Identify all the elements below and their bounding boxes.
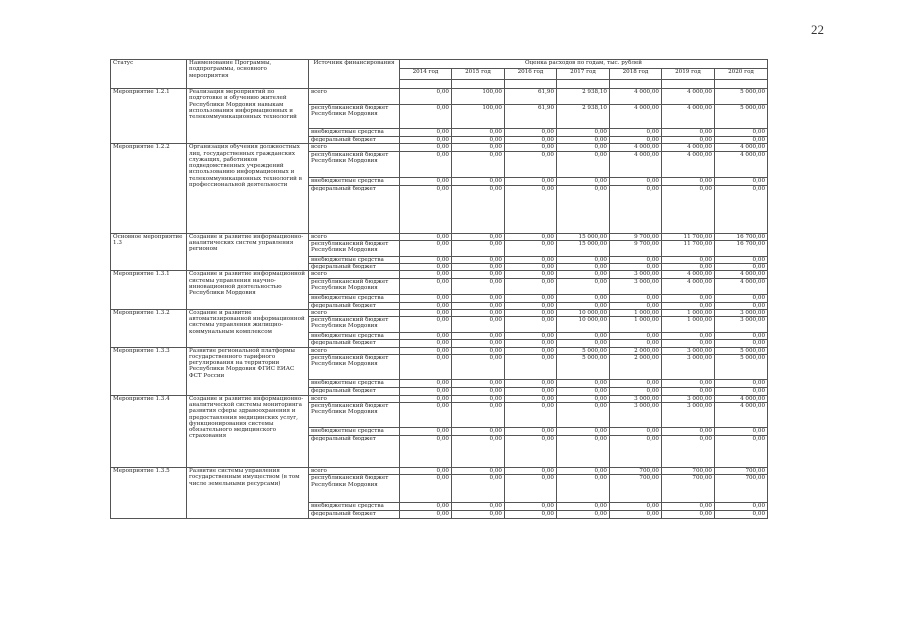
value-cell: 4 000,00 (662, 89, 715, 105)
row-source: республиканский бюджет Республики Мордовия (309, 354, 400, 379)
value-cell: 0,00 (557, 302, 610, 309)
value-cell: 0,00 (505, 294, 557, 302)
value-cell: 0,00 (505, 144, 557, 151)
value-cell: 0,00 (505, 428, 557, 436)
value-cell: 0,00 (715, 129, 768, 137)
value-cell: 0,00 (505, 387, 557, 395)
value-cell: 4 000,00 (662, 271, 715, 278)
value-cell: 0,00 (400, 468, 452, 475)
page-number: 22 (811, 22, 824, 37)
value-cell: 0,00 (715, 333, 768, 340)
value-cell: 0,00 (400, 395, 452, 402)
value-cell: 0,00 (557, 503, 610, 511)
row-source: федеральный бюджет (309, 264, 400, 271)
value-cell: 0,00 (610, 137, 662, 144)
value-cell: 3 000,00 (715, 309, 768, 316)
row-status: Мероприятие 1.2.2 (111, 144, 187, 233)
value-cell: 0,00 (505, 185, 557, 233)
value-cell: 5 000,00 (557, 354, 610, 379)
value-cell: 0,00 (452, 271, 505, 278)
value-cell: 0,00 (452, 403, 505, 428)
value-cell: 0,00 (557, 333, 610, 340)
value-cell: 0,00 (505, 278, 557, 294)
value-cell: 0,00 (400, 302, 452, 309)
value-cell: 0,00 (662, 340, 715, 347)
value-cell: 4 000,00 (662, 278, 715, 294)
row-source: всего (309, 309, 400, 316)
row-source: федеральный бюджет (309, 185, 400, 233)
value-cell: 0,00 (452, 302, 505, 309)
value-cell: 0,00 (400, 511, 452, 518)
value-cell: 0,00 (400, 240, 452, 256)
table-row (111, 233, 768, 240)
value-cell: 0,00 (557, 294, 610, 302)
value-cell: 3 000,00 (610, 395, 662, 402)
value-cell: 0,00 (400, 151, 452, 177)
row-source: республиканский бюджет Республики Мордовия (309, 278, 400, 294)
value-cell: 0,00 (715, 256, 768, 263)
value-cell: 4 000,00 (715, 151, 768, 177)
value-cell: 0,00 (452, 333, 505, 340)
value-cell: 0,00 (452, 256, 505, 263)
row-source: федеральный бюджет (309, 436, 400, 468)
row-source: федеральный бюджет (309, 137, 400, 144)
value-cell: 0,00 (505, 177, 557, 185)
value-cell: 700,00 (610, 468, 662, 475)
value-cell: 0,00 (452, 185, 505, 233)
header-estimate: Оценка расходов по годам, тыс. рублей (400, 60, 768, 69)
value-cell: 4 000,00 (610, 89, 662, 105)
row-name: Создание и развитие информационно-аналитических систем управления регионом (187, 233, 309, 271)
row-name: Развитие системы управления государственным имуществом (в том числе земельными ресурсами) (187, 468, 309, 519)
value-cell: 16 700,00 (715, 240, 768, 256)
value-cell: 0,00 (557, 511, 610, 518)
value-cell: 1 000,00 (662, 309, 715, 316)
value-cell: 4 000,00 (715, 278, 768, 294)
value-cell: 0,00 (505, 333, 557, 340)
value-cell: 0,00 (400, 403, 452, 428)
value-cell: 0,00 (610, 511, 662, 518)
row-source: республиканский бюджет Республики Мордовия (309, 475, 400, 503)
value-cell: 0,00 (400, 436, 452, 468)
value-cell: 700,00 (715, 475, 768, 503)
table-row (111, 144, 768, 151)
value-cell: 5 000,00 (715, 347, 768, 354)
value-cell: 700,00 (610, 475, 662, 503)
value-cell: 0,00 (400, 475, 452, 503)
value-cell: 0,00 (662, 387, 715, 395)
value-cell: 0,00 (452, 395, 505, 402)
row-name: Развитие региональной платформы государственного тарифного регулирования на территории Республики Мордовия ФГИС ЕИАС ФСТ России (187, 347, 309, 395)
value-cell: 4 000,00 (715, 271, 768, 278)
value-cell: 0,00 (505, 379, 557, 387)
value-cell: 0,00 (662, 137, 715, 144)
value-cell: 0,00 (662, 129, 715, 137)
value-cell: 3 000,00 (662, 403, 715, 428)
value-cell: 0,00 (452, 144, 505, 151)
value-cell: 0,00 (557, 387, 610, 395)
value-cell: 0,00 (662, 503, 715, 511)
value-cell: 0,00 (452, 294, 505, 302)
value-cell: 0,00 (400, 294, 452, 302)
row-status: Мероприятие 1.3.5 (111, 468, 187, 519)
value-cell: 0,00 (505, 468, 557, 475)
row-name: Создание и развитие информационно-аналитической системы мониторинга развития сферы здравоохранения и предоставления медицинских услуг, функционирования системы обязательного медицинского страхования (187, 395, 309, 467)
value-cell: 0,00 (452, 177, 505, 185)
value-cell: 0,00 (452, 240, 505, 256)
row-source: всего (309, 144, 400, 151)
value-cell: 9 700,00 (610, 240, 662, 256)
value-cell: 0,00 (557, 428, 610, 436)
value-cell: 0,00 (452, 347, 505, 354)
value-cell: 0,00 (557, 185, 610, 233)
value-cell: 0,00 (715, 340, 768, 347)
value-cell: 0,00 (400, 379, 452, 387)
value-cell: 0,00 (400, 233, 452, 240)
row-status: Основное мероприятие 1.3 (111, 233, 187, 271)
value-cell: 0,00 (452, 129, 505, 137)
value-cell: 61,90 (505, 105, 557, 129)
value-cell: 0,00 (400, 271, 452, 278)
value-cell: 5 000,00 (557, 347, 610, 354)
value-cell: 4 000,00 (715, 403, 768, 428)
header-source: Источник финансирования (309, 60, 400, 89)
value-cell: 0,00 (400, 129, 452, 137)
value-cell: 0,00 (400, 137, 452, 144)
value-cell: 0,00 (400, 347, 452, 354)
value-cell: 11 700,00 (662, 233, 715, 240)
value-cell: 16 700,00 (715, 233, 768, 240)
value-cell: 0,00 (452, 233, 505, 240)
value-cell: 3 000,00 (662, 354, 715, 379)
value-cell: 0,00 (610, 185, 662, 233)
value-cell: 700,00 (662, 475, 715, 503)
value-cell: 5 000,00 (715, 354, 768, 379)
value-cell: 1 000,00 (610, 317, 662, 333)
value-cell: 0,00 (452, 278, 505, 294)
value-cell: 1 000,00 (662, 317, 715, 333)
row-status: Мероприятие 1.2.1 (111, 89, 187, 144)
row-source: внебюджетные средства (309, 256, 400, 263)
value-cell: 0,00 (662, 428, 715, 436)
year-header: 2018 год (610, 69, 662, 80)
row-source: внебюджетные средства (309, 177, 400, 185)
value-cell: 0,00 (557, 264, 610, 271)
row-source: республиканский бюджет Республики Мордовия (309, 151, 400, 177)
value-cell: 0,00 (662, 264, 715, 271)
value-cell: 0,00 (452, 137, 505, 144)
value-cell: 4 000,00 (662, 144, 715, 151)
value-cell: 4 000,00 (610, 144, 662, 151)
row-source: республиканский бюджет Республики Мордовия (309, 403, 400, 428)
value-cell: 0,00 (452, 309, 505, 316)
header-name: Наименование Программы, подпрограммы, основного мероприятия (187, 60, 309, 89)
value-cell: 10 000,00 (557, 309, 610, 316)
value-cell: 4 000,00 (715, 144, 768, 151)
value-cell: 0,00 (452, 151, 505, 177)
row-source: федеральный бюджет (309, 302, 400, 309)
value-cell: 0,00 (505, 475, 557, 503)
value-cell: 0,00 (662, 302, 715, 309)
value-cell: 0,00 (662, 333, 715, 340)
row-status: Мероприятие 1.3.1 (111, 271, 187, 310)
value-cell: 0,00 (452, 436, 505, 468)
value-cell: 0,00 (452, 428, 505, 436)
value-cell: 0,00 (610, 428, 662, 436)
value-cell: 0,00 (662, 177, 715, 185)
header-status: Статус (111, 60, 187, 89)
value-cell: 15 000,00 (557, 233, 610, 240)
value-cell: 0,00 (452, 475, 505, 503)
year-header: 2015 год (452, 69, 505, 80)
value-cell: 0,00 (505, 317, 557, 333)
value-cell: 1 000,00 (610, 309, 662, 316)
value-cell: 4 000,00 (610, 105, 662, 129)
value-cell: 0,00 (400, 185, 452, 233)
row-source: всего (309, 233, 400, 240)
value-cell: 0,00 (610, 264, 662, 271)
value-cell: 700,00 (662, 468, 715, 475)
row-source: всего (309, 468, 400, 475)
value-cell: 0,00 (557, 395, 610, 402)
table-row (111, 347, 768, 354)
value-cell: 0,00 (557, 475, 610, 503)
value-cell: 0,00 (505, 137, 557, 144)
value-cell: 4 000,00 (715, 395, 768, 402)
value-cell: 0,00 (505, 233, 557, 240)
row-name: Реализация мероприятий по подготовке и обучению жителей Республики Мордовия навыкам использования информационных и телекоммуникационных технологий (187, 89, 309, 144)
row-source: внебюджетные средства (309, 379, 400, 387)
value-cell: 0,00 (400, 309, 452, 316)
value-cell: 0,00 (452, 511, 505, 518)
value-cell: 0,00 (557, 144, 610, 151)
value-cell: 100,00 (452, 89, 505, 105)
value-cell: 0,00 (662, 185, 715, 233)
expenses-table (110, 59, 768, 519)
value-cell: 3 000,00 (610, 271, 662, 278)
value-cell: 0,00 (505, 240, 557, 256)
value-cell: 0,00 (452, 317, 505, 333)
year-header: 2017 год (557, 69, 610, 80)
value-cell: 0,00 (400, 264, 452, 271)
value-cell: 0,00 (715, 436, 768, 468)
value-cell: 0,00 (662, 511, 715, 518)
value-cell: 0,00 (610, 177, 662, 185)
value-cell: 2 938,10 (557, 105, 610, 129)
value-cell: 0,00 (400, 340, 452, 347)
value-cell: 0,00 (505, 256, 557, 263)
value-cell: 0,00 (400, 333, 452, 340)
value-cell: 3 000,00 (715, 317, 768, 333)
row-source: республиканский бюджет Республики Мордовия (309, 317, 400, 333)
value-cell: 0,00 (505, 436, 557, 468)
value-cell: 0,00 (610, 294, 662, 302)
value-cell: 0,00 (662, 436, 715, 468)
value-cell: 4 000,00 (662, 151, 715, 177)
year-header: 2016 год (505, 69, 557, 80)
value-cell: 0,00 (715, 428, 768, 436)
value-cell: 700,00 (715, 468, 768, 475)
value-cell: 0,00 (452, 387, 505, 395)
row-source: всего (309, 89, 400, 105)
value-cell: 0,00 (505, 347, 557, 354)
value-cell: 0,00 (505, 309, 557, 316)
table-row (111, 89, 768, 105)
value-cell: 0,00 (452, 379, 505, 387)
row-name: Организация обучения должностных лиц, государственных гражданских служащих, работников подведомственных учреждений использованию информационных и телекоммуникационных технологий в профессиональной деятельности (187, 144, 309, 233)
value-cell: 0,00 (557, 151, 610, 177)
value-cell: 0,00 (505, 511, 557, 518)
value-cell: 0,00 (715, 185, 768, 233)
row-name: Создание и развитие информационной системы управления научно-инновационной деятельностью Республики Мордовия (187, 271, 309, 310)
year-header: 2014 год (400, 69, 452, 80)
value-cell: 0,00 (452, 468, 505, 475)
value-cell: 0,00 (505, 129, 557, 137)
table-row (111, 309, 768, 316)
value-cell: 15 000,00 (557, 240, 610, 256)
table-row (111, 468, 768, 475)
row-source: федеральный бюджет (309, 387, 400, 395)
value-cell: 0,00 (505, 503, 557, 511)
value-cell: 0,00 (715, 503, 768, 511)
table-body (111, 89, 768, 519)
value-cell: 0,00 (452, 264, 505, 271)
value-cell: 0,00 (610, 340, 662, 347)
value-cell: 0,00 (662, 294, 715, 302)
value-cell: 2 000,00 (610, 354, 662, 379)
row-status: Мероприятие 1.3.3 (111, 347, 187, 395)
value-cell: 0,00 (557, 129, 610, 137)
value-cell: 3 000,00 (610, 278, 662, 294)
value-cell: 0,00 (400, 354, 452, 379)
value-cell: 0,00 (400, 503, 452, 511)
row-status: Мероприятие 1.3.2 (111, 309, 187, 347)
value-cell: 0,00 (505, 264, 557, 271)
row-source: внебюджетные средства (309, 129, 400, 137)
value-cell: 61,90 (505, 89, 557, 105)
value-cell: 0,00 (557, 278, 610, 294)
value-cell: 0,00 (557, 271, 610, 278)
value-cell: 0,00 (505, 354, 557, 379)
value-cell: 2 000,00 (610, 347, 662, 354)
value-cell: 0,00 (715, 177, 768, 185)
row-source: федеральный бюджет (309, 511, 400, 518)
year-header: 2019 год (662, 69, 715, 80)
value-cell: 0,00 (610, 333, 662, 340)
value-cell: 0,00 (557, 403, 610, 428)
value-cell: 0,00 (505, 302, 557, 309)
value-cell: 0,00 (610, 436, 662, 468)
value-cell: 0,00 (452, 354, 505, 379)
value-cell: 0,00 (400, 256, 452, 263)
value-cell: 100,00 (452, 105, 505, 129)
value-cell: 0,00 (610, 379, 662, 387)
value-cell: 0,00 (557, 177, 610, 185)
value-cell: 0,00 (715, 379, 768, 387)
value-cell: 0,00 (452, 340, 505, 347)
row-source: внебюджетные средства (309, 294, 400, 302)
table-row (111, 271, 768, 278)
value-cell: 5 000,00 (715, 105, 768, 129)
value-cell: 0,00 (662, 256, 715, 263)
value-cell: 0,00 (505, 403, 557, 428)
value-cell: 0,00 (505, 340, 557, 347)
value-cell: 0,00 (715, 302, 768, 309)
value-cell: 0,00 (400, 105, 452, 129)
value-cell: 10 000,00 (557, 317, 610, 333)
row-source: республиканский бюджет Республики Мордовия (309, 105, 400, 129)
value-cell: 0,00 (505, 271, 557, 278)
value-cell: 0,00 (610, 256, 662, 263)
value-cell: 0,00 (400, 428, 452, 436)
value-cell: 0,00 (557, 137, 610, 144)
value-cell: 0,00 (610, 503, 662, 511)
row-source: федеральный бюджет (309, 340, 400, 347)
value-cell: 0,00 (400, 89, 452, 105)
value-cell: 0,00 (557, 436, 610, 468)
row-name: Создание и развитие автоматизированной информационной системы управления жилищно-коммунальным комплексом (187, 309, 309, 347)
value-cell: 0,00 (715, 264, 768, 271)
row-source: всего (309, 271, 400, 278)
value-cell: 4 000,00 (610, 151, 662, 177)
value-cell: 3 000,00 (610, 403, 662, 428)
value-cell: 0,00 (400, 278, 452, 294)
value-cell: 0,00 (557, 379, 610, 387)
value-cell: 0,00 (610, 302, 662, 309)
value-cell: 0,00 (662, 379, 715, 387)
row-source: всего (309, 395, 400, 402)
value-cell: 0,00 (715, 294, 768, 302)
value-cell: 0,00 (715, 137, 768, 144)
value-cell: 9 700,00 (610, 233, 662, 240)
row-source: внебюджетные средства (309, 333, 400, 340)
value-cell: 11 700,00 (662, 240, 715, 256)
value-cell: 0,00 (400, 387, 452, 395)
value-cell: 0,00 (557, 256, 610, 263)
row-source: внебюджетные средства (309, 428, 400, 436)
value-cell: 0,00 (452, 503, 505, 511)
value-cell: 2 938,10 (557, 89, 610, 105)
value-cell: 0,00 (557, 468, 610, 475)
value-cell: 0,00 (505, 151, 557, 177)
row-source: всего (309, 347, 400, 354)
year-header: 2020 год (715, 69, 768, 80)
value-cell: 0,00 (400, 144, 452, 151)
row-source: внебюджетные средства (309, 503, 400, 511)
value-cell: 0,00 (400, 317, 452, 333)
value-cell: 5 000,00 (715, 89, 768, 105)
row-source: республиканский бюджет Республики Мордовия (309, 240, 400, 256)
value-cell: 0,00 (610, 129, 662, 137)
value-cell: 0,00 (715, 387, 768, 395)
value-cell: 4 000,00 (662, 105, 715, 129)
value-cell: 0,00 (505, 395, 557, 402)
value-cell: 0,00 (400, 177, 452, 185)
table-row (111, 395, 768, 402)
value-cell: 0,00 (557, 340, 610, 347)
value-cell: 0,00 (610, 387, 662, 395)
row-status: Мероприятие 1.3.4 (111, 395, 187, 467)
value-cell: 3 000,00 (662, 347, 715, 354)
value-cell: 0,00 (715, 511, 768, 518)
value-cell: 3 000,00 (662, 395, 715, 402)
